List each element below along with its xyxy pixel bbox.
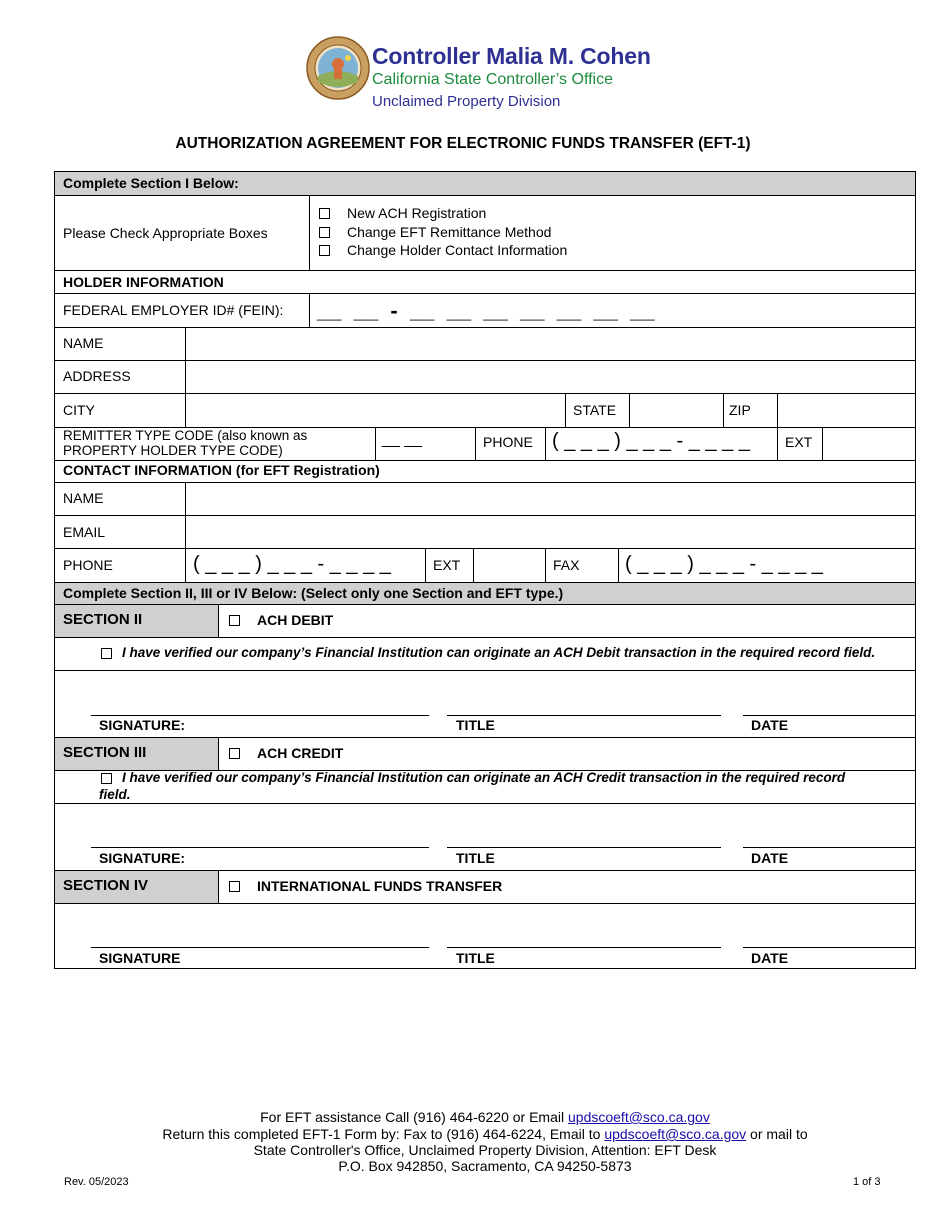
eft-form bbox=[54, 171, 916, 969]
section3-title-label: TITLE bbox=[456, 850, 495, 866]
holder-city-field[interactable] bbox=[186, 394, 564, 426]
contact-email-label: EMAIL bbox=[63, 524, 106, 540]
controller-name: Controller Malia M. Cohen bbox=[372, 43, 651, 69]
section3-label: SECTION III bbox=[63, 744, 147, 761]
check-boxes-label: Please Check Appropriate Boxes bbox=[63, 225, 268, 241]
holder-name-label: NAME bbox=[63, 335, 104, 351]
holder-zip-field[interactable] bbox=[778, 394, 914, 426]
section4-title-label: TITLE bbox=[456, 950, 495, 966]
page-number: 1 of 3 bbox=[853, 1176, 881, 1188]
contact-ext-label: EXT bbox=[433, 557, 461, 573]
section4-label: SECTION IV bbox=[63, 877, 149, 894]
section2-title-label: TITLE bbox=[456, 717, 495, 733]
remitter-type-label-line2: PROPERTY HOLDER TYPE CODE) bbox=[63, 443, 283, 458]
holder-zip-label: ZIP bbox=[729, 402, 751, 418]
section1-heading: Complete Section I Below: bbox=[63, 175, 239, 191]
form-title: AUTHORIZATION AGREEMENT FOR ELECTRONIC FUNDS TRANSFER (EFT-1) bbox=[175, 135, 751, 152]
international-transfer-label: INTERNATIONAL FUNDS TRANSFER bbox=[257, 878, 503, 894]
footer-assistance: For EFT assistance Call (916) 464-6220 or Email updscoeft@sco.ca.gov bbox=[260, 1109, 710, 1125]
ach-debit-verify-checkbox[interactable] bbox=[101, 648, 112, 659]
section4-date-label: DATE bbox=[751, 950, 789, 966]
holder-name-field[interactable] bbox=[186, 328, 914, 360]
division-name: Unclaimed Property Division bbox=[372, 93, 561, 110]
fein-input[interactable]: __ __ - __ __ __ __ __ __ __ bbox=[317, 298, 655, 323]
ach-credit-checkbox[interactable] bbox=[229, 748, 240, 759]
holder-city-label: CITY bbox=[63, 402, 95, 418]
new-ach-registration-checkbox[interactable] bbox=[319, 208, 330, 219]
fein-label: FEDERAL EMPLOYER ID# (FEIN): bbox=[63, 302, 284, 318]
section2-label: SECTION II bbox=[63, 611, 143, 628]
remitter-type-input[interactable]: __ __ bbox=[382, 431, 423, 448]
footer-address-line1: State Controller's Office, Unclaimed Property Division, Attention: EFT Desk bbox=[253, 1142, 717, 1158]
section3-date-label: DATE bbox=[751, 850, 789, 866]
contact-info-heading: CONTACT INFORMATION (for EFT Registration) bbox=[63, 462, 380, 478]
holder-phone-label: PHONE bbox=[483, 434, 533, 450]
section4-signature-label: SIGNATURE bbox=[99, 950, 181, 966]
state-controller-seal-logo bbox=[306, 36, 370, 100]
holder-ext-field[interactable] bbox=[823, 428, 914, 460]
ach-credit-verify-text-cont: field. bbox=[99, 787, 131, 802]
change-holder-contact-label: Change Holder Contact Information bbox=[347, 242, 568, 258]
holder-state-field[interactable] bbox=[630, 394, 723, 426]
international-transfer-checkbox[interactable] bbox=[229, 881, 240, 892]
contact-name-field[interactable] bbox=[186, 483, 914, 515]
ach-debit-verify-text: I have verified our company’s Financial Institution can originate an ACH Debit transaction in the required record field. bbox=[122, 645, 876, 660]
change-holder-contact-checkbox[interactable] bbox=[319, 245, 330, 256]
contact-name-label: NAME bbox=[63, 490, 104, 506]
revision-date: Rev. 05/2023 bbox=[64, 1176, 129, 1188]
contact-ext-field[interactable] bbox=[474, 549, 545, 581]
new-ach-registration-label: New ACH Registration bbox=[347, 205, 487, 221]
section2-date-label: DATE bbox=[751, 717, 789, 733]
section2-signature-label: SIGNATURE: bbox=[99, 717, 186, 733]
contact-email-field[interactable] bbox=[186, 516, 914, 548]
contact-phone-input[interactable]: ( _ _ _ ) _ _ _ - _ _ _ _ bbox=[193, 553, 391, 575]
ach-credit-label: ACH CREDIT bbox=[257, 745, 344, 761]
remitter-type-label-line1: REMITTER TYPE CODE (also known as bbox=[63, 428, 308, 443]
holder-ext-label: EXT bbox=[785, 434, 813, 450]
holder-address-label: ADDRESS bbox=[63, 368, 131, 384]
change-eft-method-label: Change EFT Remittance Method bbox=[347, 224, 552, 240]
holder-address-field[interactable] bbox=[186, 361, 914, 393]
ach-debit-label: ACH DEBIT bbox=[257, 612, 334, 628]
contact-fax-label: FAX bbox=[553, 557, 580, 573]
change-eft-method-checkbox[interactable] bbox=[319, 227, 330, 238]
footer-address-line2: P.O. Box 942850, Sacramento, CA 94250-5873 bbox=[338, 1158, 632, 1174]
office-name: California State Controller’s Office bbox=[372, 71, 613, 88]
contact-fax-input[interactable]: ( _ _ _ ) _ _ _ - _ _ _ _ bbox=[625, 553, 823, 575]
holder-state-label: STATE bbox=[573, 402, 617, 418]
return-email-link[interactable]: updscoeft@sco.ca.gov bbox=[604, 1126, 747, 1142]
ach-credit-verify-text: I have verified our company’s Financial Institution can originate an ACH Credit transaction in the required record bbox=[122, 770, 846, 785]
ach-debit-checkbox[interactable] bbox=[229, 615, 240, 626]
footer-return-instructions: Return this completed EFT-1 Form by: Fax to (916) 464-6224, Email to updscoeft@sco.ca.gov or mail to bbox=[162, 1126, 808, 1142]
holder-phone-input[interactable]: ( _ _ _ ) _ _ _ - _ _ _ _ bbox=[552, 430, 750, 452]
assist-email-link[interactable]: updscoeft@sco.ca.gov bbox=[568, 1109, 710, 1125]
contact-phone-label: PHONE bbox=[63, 557, 113, 573]
ach-credit-verify-checkbox[interactable] bbox=[101, 773, 112, 784]
section-select-heading: Complete Section II, III or IV Below: (Select only one Section and EFT type.) bbox=[63, 585, 564, 601]
holder-info-heading: HOLDER INFORMATION bbox=[63, 274, 224, 290]
section3-signature-label: SIGNATURE: bbox=[99, 850, 186, 866]
